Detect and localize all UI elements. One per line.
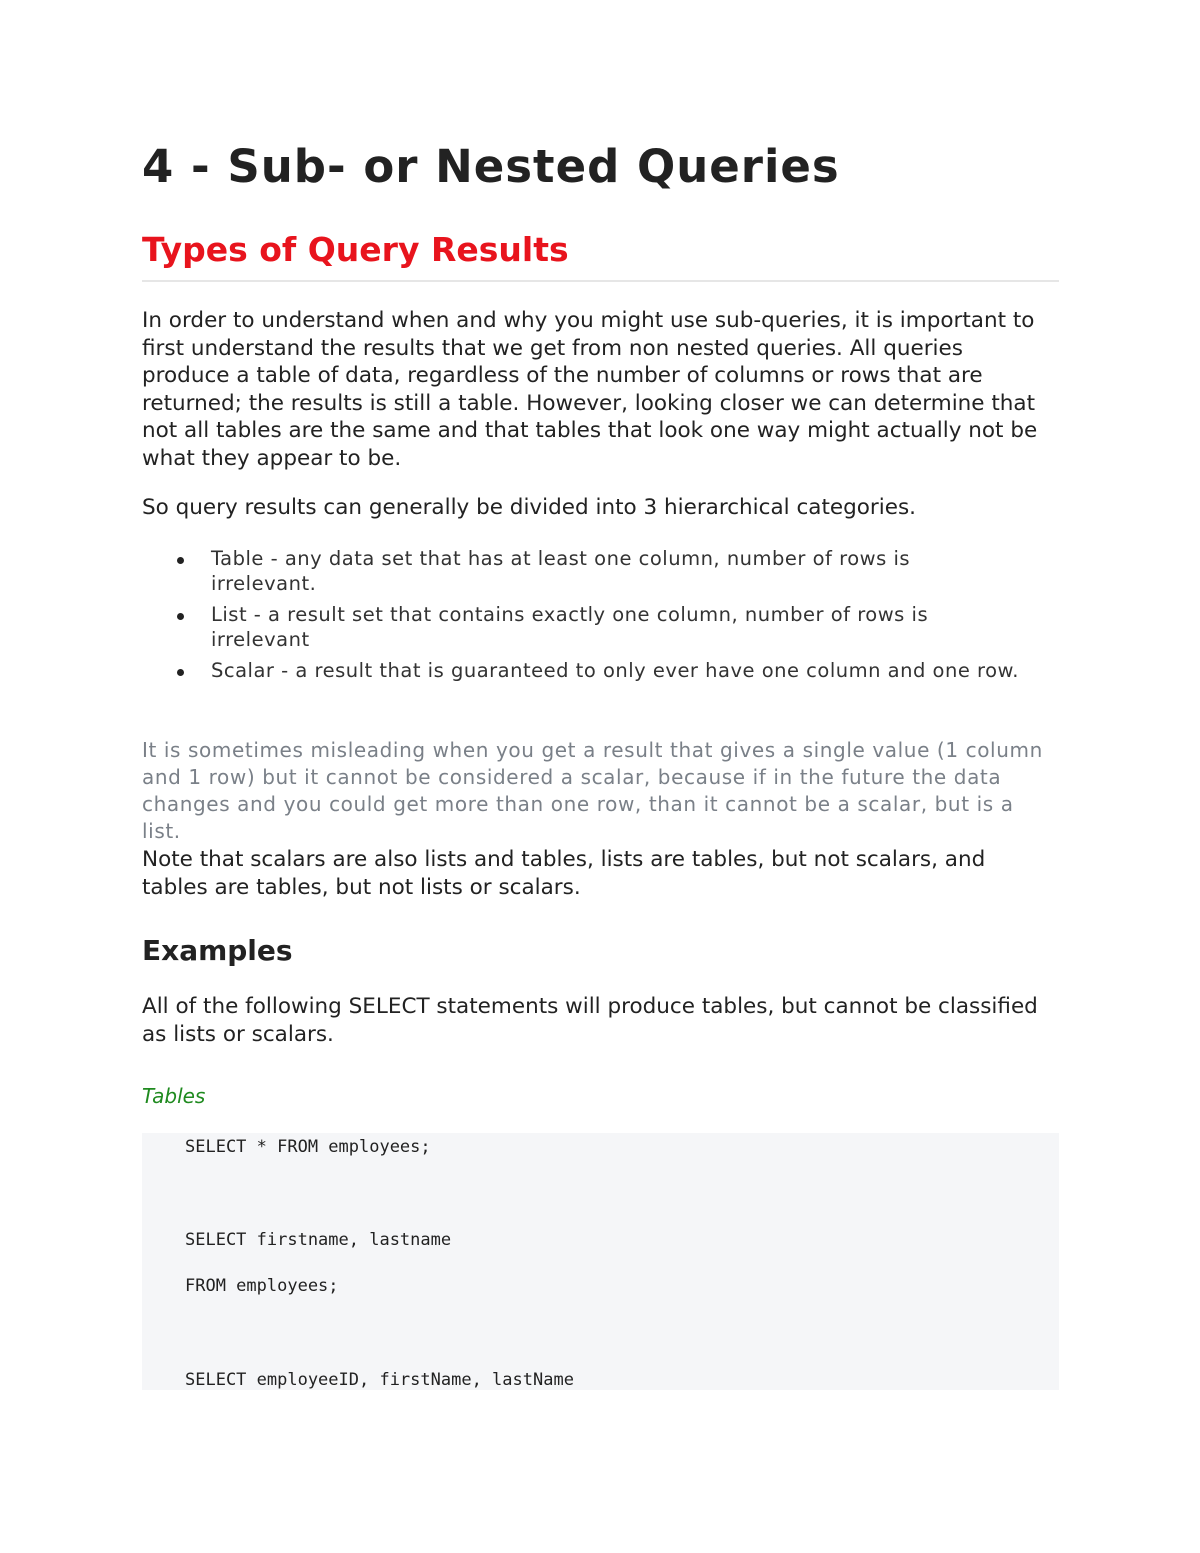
bullet-icon <box>177 557 184 564</box>
list-item-text: Scalar - a result that is guaranteed to only ever have one column and one row. <box>211 659 1019 682</box>
heading-divider <box>142 280 1059 282</box>
code-line: FROM employees; <box>185 1276 339 1296</box>
list-item-text: List - a result set that contains exactly one column, number of rows is irrelevant <box>211 603 929 651</box>
intro-paragraph: In order to understand when and why you might use sub-queries, it is important to first understand the results that we get from non nested queries. All queries produce a table of data, regardless of the number of columns or rows that are returned; the results is still a table. However, looking closer we can determine that not all tables are the same and that tables that look one way might actually not be what they appear to be. <box>142 308 1038 471</box>
page-title: 4 - Sub- or Nested Queries <box>142 140 840 193</box>
bullet-icon <box>177 669 184 676</box>
code-line: SELECT firstname, lastname <box>185 1230 452 1250</box>
misleading-note: It is sometimes misleading when you get a result that gives a single value (1 column and 1 row) but it cannot be considered a scalar, because if in the future the data changes and you could get more than one row, than it cannot be a scalar, but is a list. <box>142 738 1043 843</box>
bullet-icon <box>177 613 184 620</box>
tables-label: Tables <box>142 1084 206 1108</box>
list-item <box>142 602 1021 652</box>
list-item-text: Table - any data set that has at least one column, number of rows is irrelevant. <box>211 547 911 595</box>
hierarchy-note: Note that scalars are also lists and tables, lists are tables, but not scalars, and tables are tables, but not lists or scalars. <box>142 847 986 900</box>
list-item <box>142 658 1021 683</box>
examples-intro: All of the following SELECT statements will produce tables, but cannot be classified as lists or scalars. <box>142 994 1038 1047</box>
code-block <box>142 1133 1059 1390</box>
categories-intro: So query results can generally be divided into 3 hierarchical categories. <box>142 495 916 520</box>
examples-heading: Examples <box>142 934 293 967</box>
section-heading: Types of Query Results <box>142 230 569 269</box>
categories-list <box>142 546 1059 689</box>
list-item <box>142 546 1021 596</box>
code-line: SELECT employeeID, firstName, lastName <box>185 1370 574 1390</box>
code-line: SELECT * FROM employees; <box>185 1137 431 1157</box>
